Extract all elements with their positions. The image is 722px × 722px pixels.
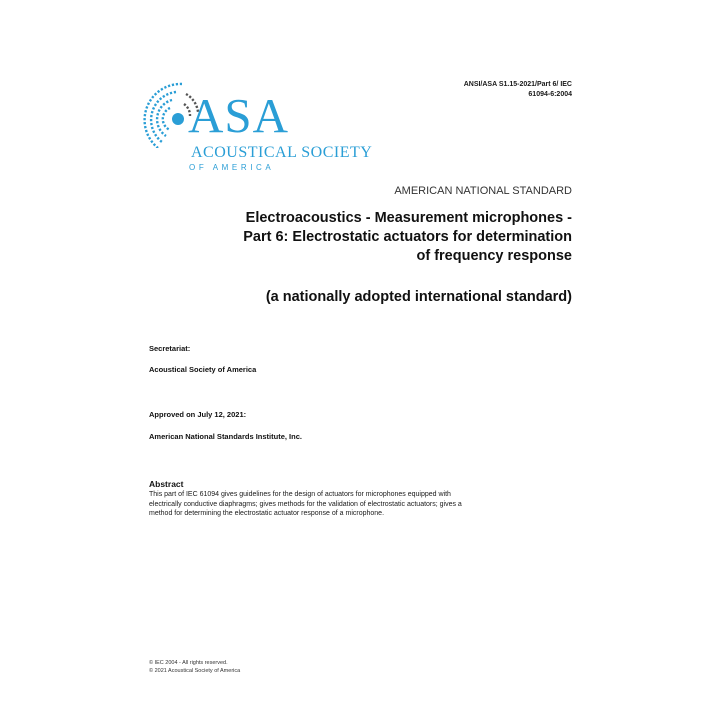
document-type: AMERICAN NATIONAL STANDARD <box>394 185 572 197</box>
title-line: Part 6: Electrostatic actuators for determination <box>243 229 572 245</box>
logo-country: OF AMERICA <box>189 163 275 172</box>
logo-acronym: ASA <box>188 88 290 143</box>
abstract-line: electrically conductive diaphragms; gives methods for the validation of electrostatic actuators; gives a <box>149 500 462 508</box>
secretariat-value: Acoustical Society of America <box>149 365 257 374</box>
approval-label: Approved on July 12, 2021: <box>149 410 247 419</box>
asa-logo <box>142 78 382 178</box>
abstract-body <box>149 490 577 519</box>
document-title <box>132 209 572 266</box>
standard-designation <box>464 80 572 100</box>
abstract-line: method for determining the electrostatic actuator response of a microphone. <box>149 510 385 517</box>
abstract-line: This part of IEC 61094 gives guidelines for the design of actuators for microphones equipped with <box>149 491 451 498</box>
designation-line: 61094-6:2004 <box>528 91 572 98</box>
designation-line: ANSI/ASA S1.15-2021/Part 6/ IEC <box>463 81 572 88</box>
copyright-line: © IEC 2004 - All rights reserved. <box>149 660 228 666</box>
title-line: of frequency response <box>416 248 572 264</box>
document-subtitle: (a nationally adopted international standard) <box>265 289 572 305</box>
title-line: Electroacoustics - Measurement microphones - <box>245 210 572 226</box>
secretariat-label: Secretariat: <box>149 344 191 353</box>
abstract-heading: Abstract <box>149 479 184 489</box>
copyright-line: © 2021 Acoustical Society of America <box>149 667 241 674</box>
approval-value: American National Standards Institute, Inc. <box>149 432 302 441</box>
copyright-notice <box>149 660 240 675</box>
logo-society-name: ACOUSTICAL SOCIETY <box>191 144 373 161</box>
